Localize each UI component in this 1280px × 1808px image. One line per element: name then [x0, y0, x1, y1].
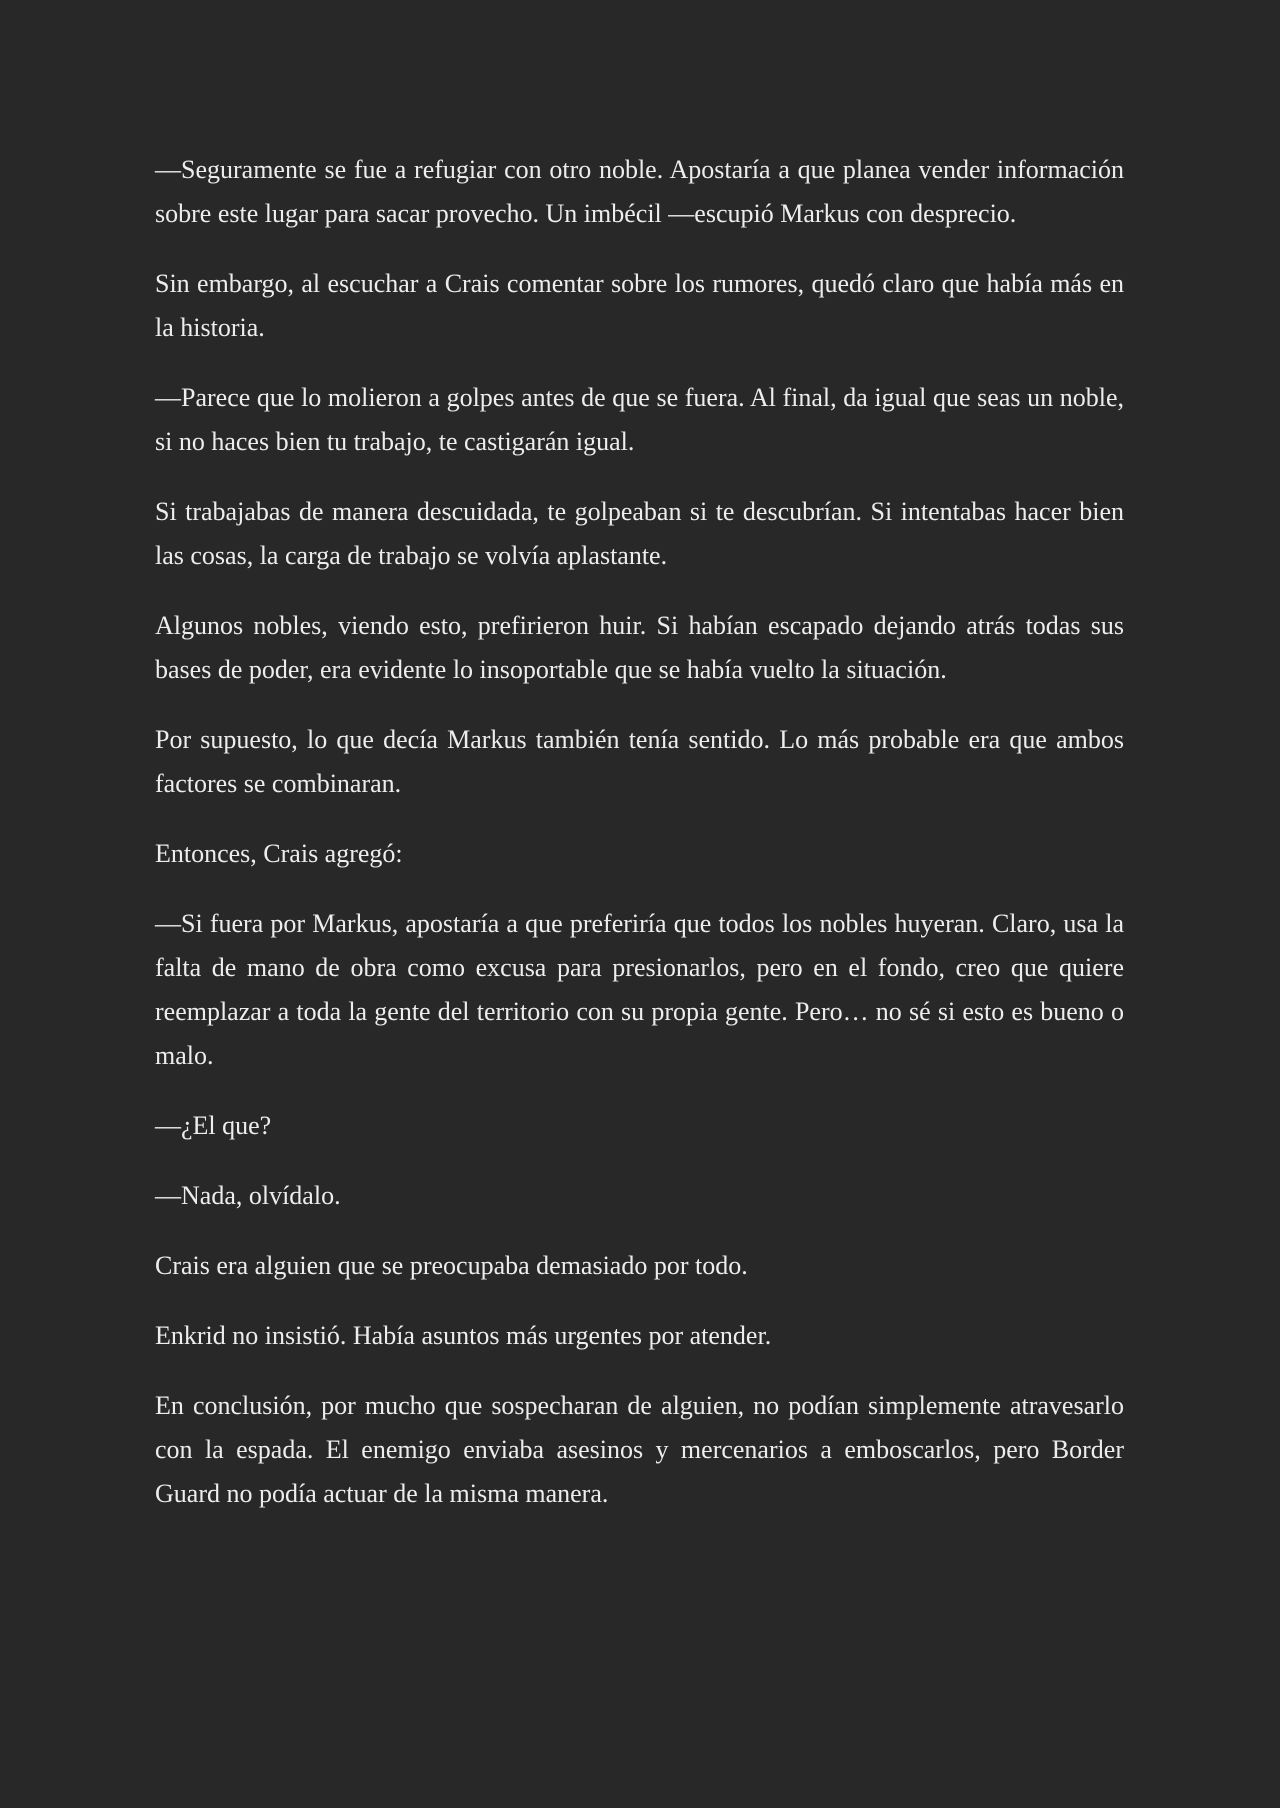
- paragraph-5: Algunos nobles, viendo esto, prefirieron huir. Si habían escapado dejando atrás todas sus bases de poder, era evidente lo insoportable que se había vuelto la situación.: [155, 611, 1124, 684]
- paragraph-11: Crais era alguien que se preocupaba demasiado por todo.: [155, 1251, 748, 1280]
- paragraph-12: Enkrid no insistió. Había asuntos más urgentes por atender.: [155, 1321, 772, 1350]
- reading-text-block: [155, 148, 1124, 1516]
- paragraph-9: —¿El que?: [155, 1111, 272, 1140]
- paragraph-6: Por supuesto, lo que decía Markus también tenía sentido. Lo más probable era que ambos factores se combinaran.: [155, 725, 1124, 798]
- paragraph-10: —Nada, olvídalo.: [155, 1181, 341, 1210]
- paragraph-1: —Seguramente se fue a refugiar con otro noble. Apostaría a que planea vender información sobre este lugar para sacar provecho. Un imbécil —escupió Markus con desprecio.: [155, 155, 1124, 228]
- paragraph-8: —Si fuera por Markus, apostaría a que preferiría que todos los nobles huyeran. Claro, usa la falta de mano de obra como excusa para presionarlos, pero en el fondo, creo que quiere reemplazar a toda la gente del territorio con su propia gente. Pero… no sé si esto es bueno o malo.: [155, 909, 1124, 1070]
- paragraph-3: —Parece que lo molieron a golpes antes de que se fuera. Al final, da igual que seas un noble, si no haces bien tu trabajo, te castigarán igual.: [155, 383, 1124, 456]
- paragraph-2: Sin embargo, al escuchar a Crais comentar sobre los rumores, quedó claro que había más en la historia.: [155, 269, 1124, 342]
- paragraph-7: Entonces, Crais agregó:: [155, 839, 403, 868]
- paragraph-4: Si trabajabas de manera descuidada, te golpeaban si te descubrían. Si intentabas hacer bien las cosas, la carga de trabajo se volvía aplastante.: [155, 497, 1124, 570]
- paragraph-13: En conclusión, por mucho que sospecharan de alguien, no podían simplemente atravesarlo con la espada. El enemigo enviaba asesinos y mercenarios a emboscarlos, pero Border Guard no podía actuar de la misma manera.: [155, 1391, 1124, 1508]
